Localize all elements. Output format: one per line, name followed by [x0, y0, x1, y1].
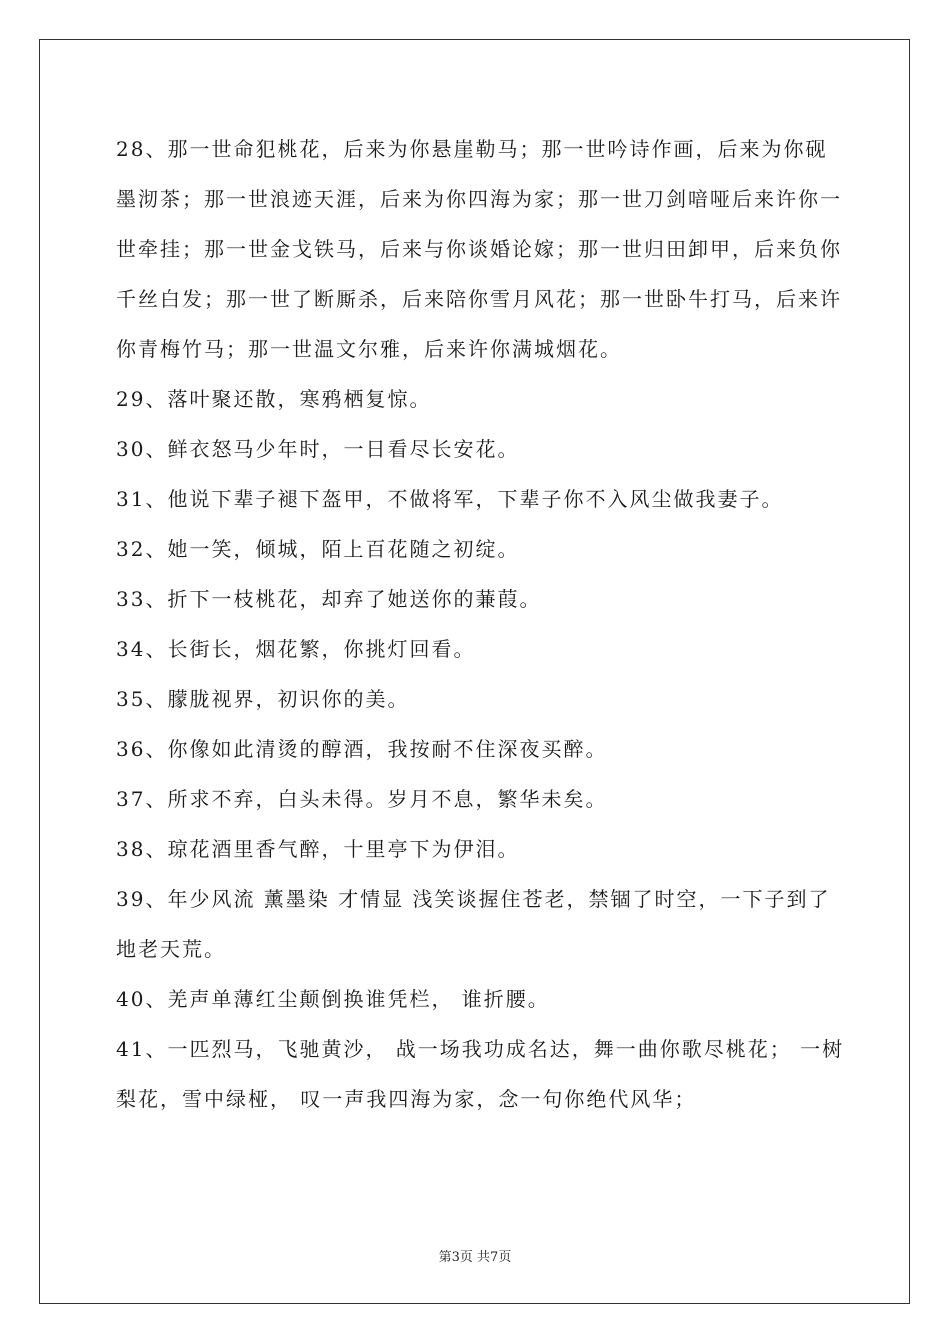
entry-29: 29、落叶聚还散，寒鸦栖复惊。: [116, 387, 432, 411]
entry-39: 39、年少风流 薰墨染 才情显 浅笑谈握住苍老，禁锢了时空，一下子到了地老天荒。: [116, 887, 831, 961]
page-number-footer: 第3页 共7页: [438, 1250, 512, 1265]
entry-32: 32、她一笑，倾城，陌上百花随之初绽。: [116, 537, 520, 561]
entry-31: 31、他说下辈子褪下盔甲，不做将军，下辈子你不入风尘做我妻子。: [116, 487, 784, 511]
entry-35: 35、朦胧视界，初识你的美。: [116, 687, 410, 711]
entry-33: 33、折下一枝桃花，却弃了她送你的蒹葭。: [116, 587, 542, 611]
entry-36: 36、你像如此清烫的醇酒，我按耐不住深夜买醉。: [116, 737, 608, 761]
entry-37: 37、所求不弃，白头未得。岁月不息，繁华未矣。: [116, 787, 608, 811]
entry-28: 28、那一世命犯桃花，后来为你悬崖勒马；那一世吟诗作画，后来为你砚墨沏茶；那一世浪迹天涯，后来为你四海为家；那一世刀剑喑哑后来许你一世牵挂；那一世金戈铁马，后来与你谈婚论嫁；那一世归田卸甲，后来负你千丝白发；那一世了断厮杀，后来陪你雪月风花；那一世卧牛打马，后来许你青梅竹马；那一世温文尔雅，后来许你满城烟花。: [116, 137, 842, 361]
entry-30: 30、鲜衣怒马少年时，一日看尽长安花。: [116, 437, 520, 461]
entry-40: 40、羌声单薄红尘颠倒换谁凭栏， 谁折腰。: [116, 987, 550, 1011]
entry-41: 41、一匹烈马，飞驰黄沙， 战一场我功成名达，舞一曲你歌尽桃花； 一树梨花，雪中绿桠， 叹一声我四海为家，念一句你绝代风华；: [116, 1037, 845, 1111]
entry-34: 34、长街长，烟花繁，你挑灯回看。: [116, 637, 476, 661]
entry-38: 38、琼花酒里香气醉，十里亭下为伊泪。: [116, 837, 520, 861]
document-body: [116, 124, 846, 1124]
